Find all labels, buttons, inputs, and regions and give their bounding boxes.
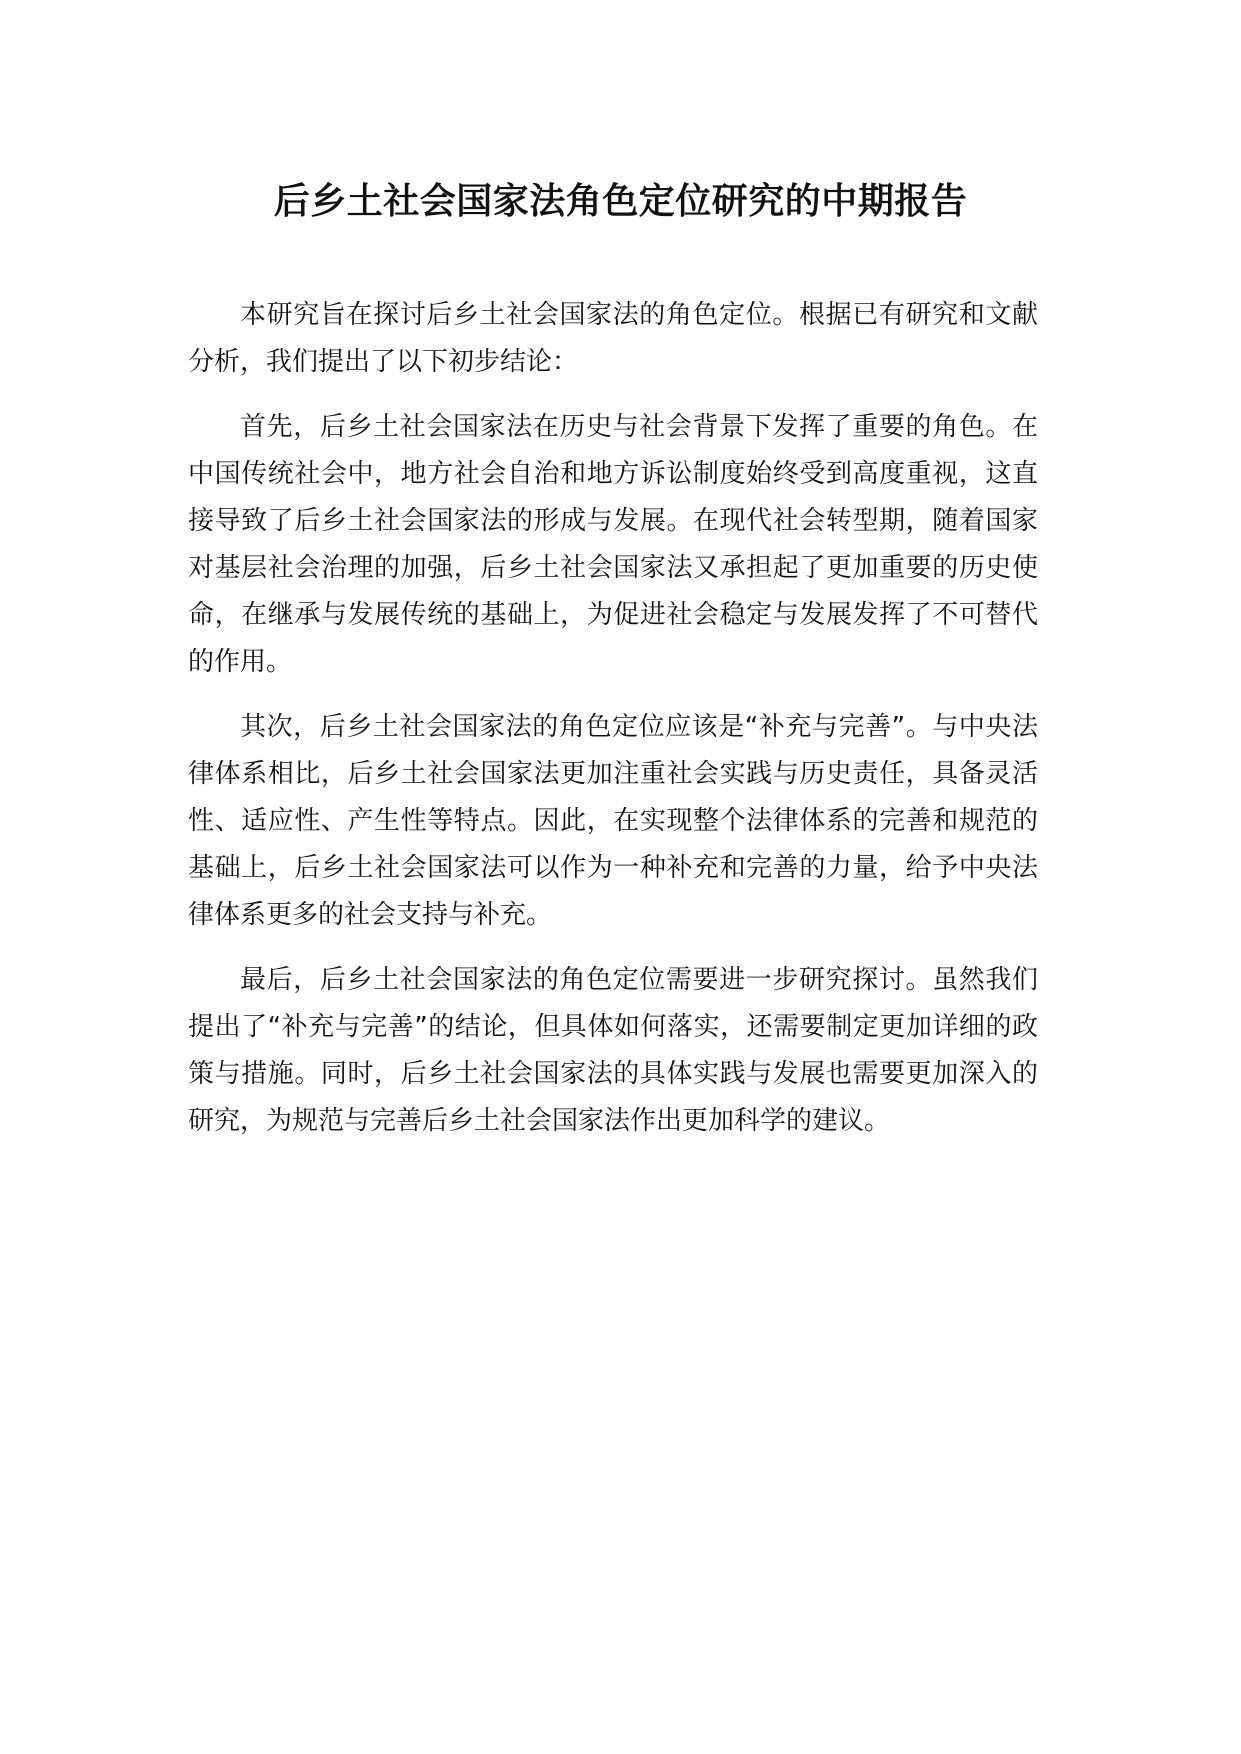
document-body <box>188 292 1038 1163</box>
document-title: 后乡土社会国家法角色定位研究的中期报告 <box>273 181 968 222</box>
paragraph-first-point: 首先，后乡土社会国家法在历史与社会背景下发挥了重要的角色。在中国传统社会中，地方社会自治和地方诉讼制度始终受到高度重视，这直接导致了后乡土社会国家法的形成与发展。在现代社会转型期，随着国家对基层社会治理的加强，后乡土社会国家法又承担起了更加重要的历史使命，在继承与发展传统的基础上，为促进社会稳定与发展发挥了不可替代的作用。 <box>188 412 1038 677</box>
paragraph-second-point: 其次，后乡土社会国家法的角色定位应该是“补充与完善”。与中央法律体系相比，后乡土社会国家法更加注重社会实践与历史责任，具备灵活性、适应性、产生性等特点。因此，在实现整个法律体系的完善和规范的基础上，后乡土社会国家法可以作为一种补充和完善的力量，给予中央法律体系更多的社会支持与补充。 <box>188 712 1038 930</box>
paragraph-intro: 本研究旨在探讨后乡土社会国家法的角色定位。根据已有研究和文献分析，我们提出了以下初步结论： <box>188 300 1038 377</box>
paragraph-final-point: 最后，后乡土社会国家法的角色定位需要进一步研究探讨。虽然我们提出了“补充与完善”的结论，但具体如何落实，还需要制定更加详细的政策与措施。同时，后乡土社会国家法的具体实践与发展也需要更加深入的研究，为规范与完善后乡土社会国家法作出更加科学的建议。 <box>188 965 1038 1136</box>
